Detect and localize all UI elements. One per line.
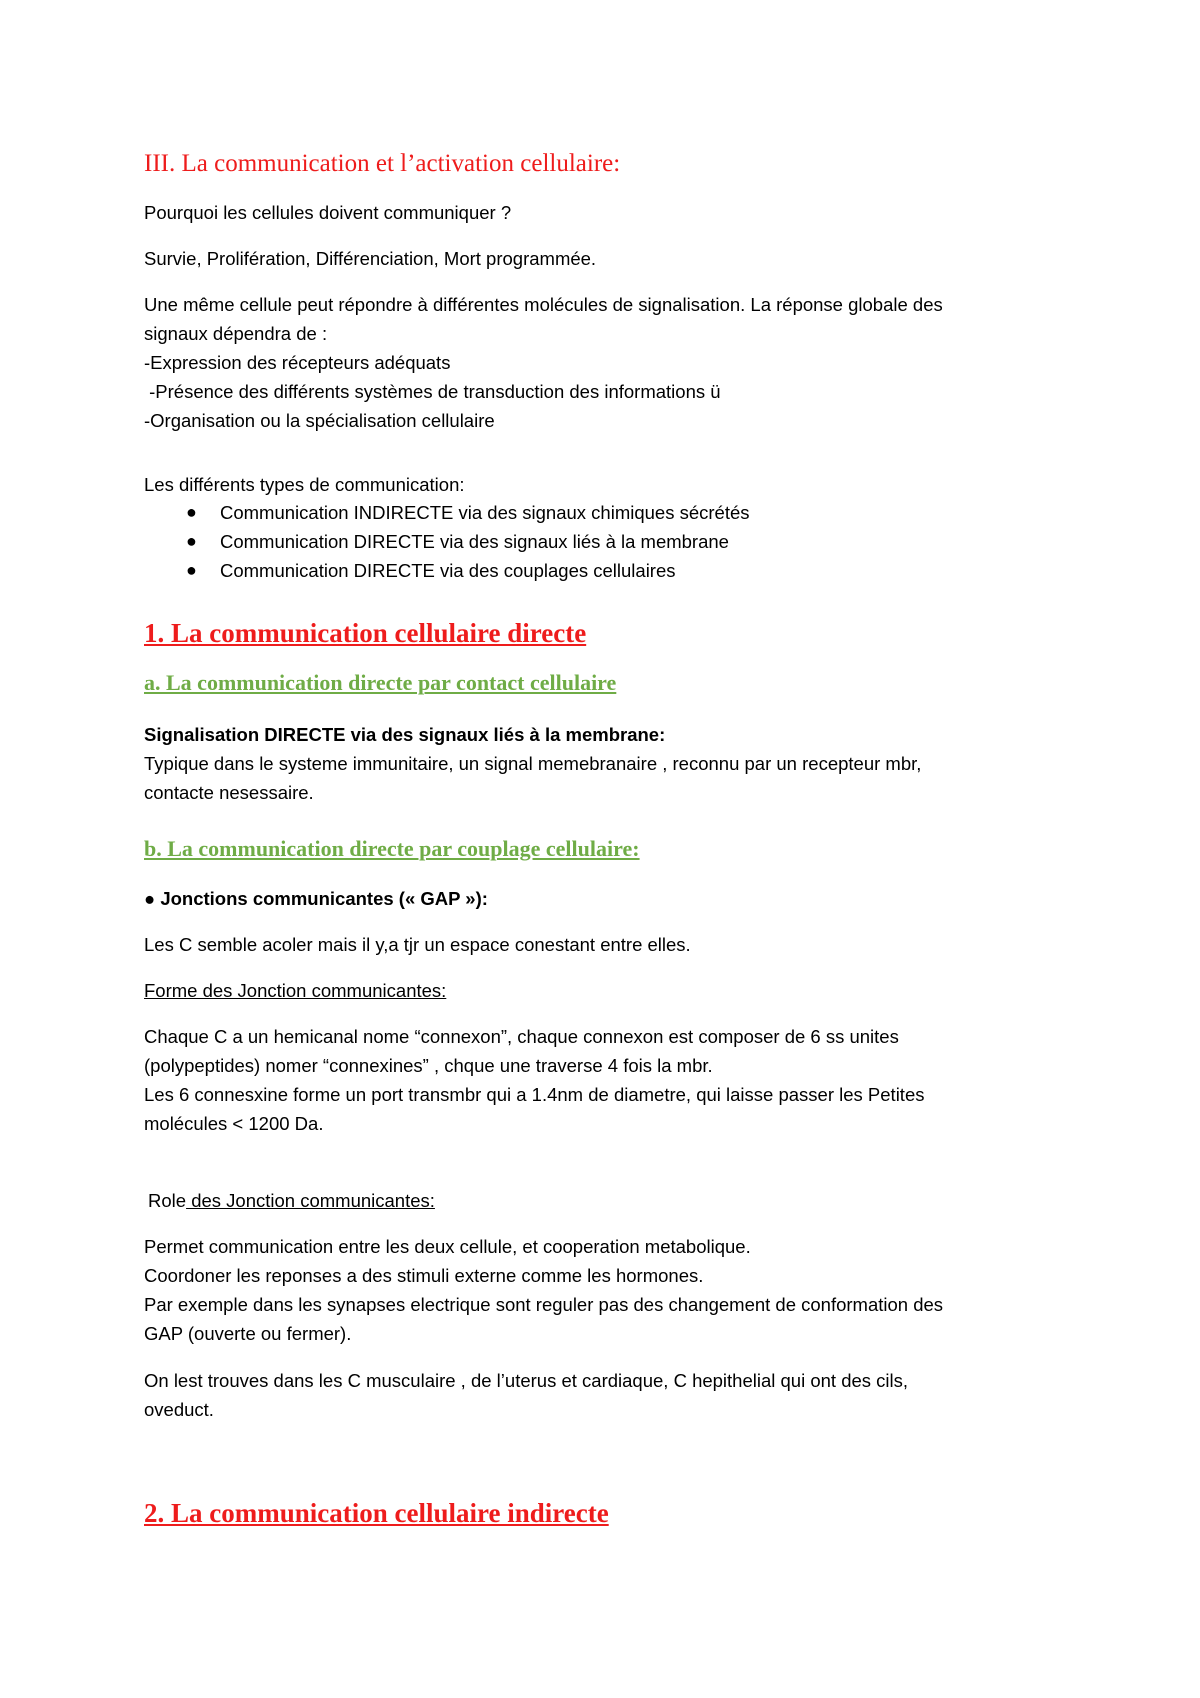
types-list bbox=[144, 498, 1064, 585]
intro-line: signaux dépendra de : bbox=[144, 323, 328, 344]
section1a-body bbox=[144, 720, 1064, 807]
list-item-text: Communication DIRECTE via des couplages cellulaires bbox=[220, 560, 676, 581]
section1-heading: 1. La communication cellulaire directe bbox=[144, 618, 587, 648]
intro-line: Une même cellule peut répondre à différentes molécules de signalisation. La réponse globale des bbox=[144, 294, 943, 315]
forme-line: Les 6 connesxine forme un port transmbr qui a 1.4nm de diametre, qui laisse passer les Petites bbox=[144, 1084, 925, 1105]
section1a-line: contacte nesessaire. bbox=[144, 782, 314, 803]
forme-heading: Forme des Jonction communicantes: bbox=[144, 980, 447, 1001]
types-heading: Les différents types de communication: bbox=[144, 474, 465, 495]
list-item bbox=[144, 527, 1064, 556]
list-item-text: Communication INDIRECTE via des signaux chimiques sécrétés bbox=[220, 502, 750, 523]
role-paragraph bbox=[144, 1232, 1064, 1348]
gap-heading: ● Jonctions communicantes (« GAP »): bbox=[144, 888, 488, 909]
section1a-bold-line: Signalisation DIRECTE via des signaux liés à la membrane: bbox=[144, 724, 666, 745]
section2-heading: 2. La communication cellulaire indirecte bbox=[144, 1498, 609, 1528]
list-item-text: Communication DIRECTE via des signaux liés à la membrane bbox=[220, 531, 729, 552]
question-text: Pourquoi les cellules doivent communiquer ? bbox=[144, 202, 512, 223]
section1b-heading: b. La communication directe par couplage cellulaire: bbox=[144, 836, 640, 861]
gap-description: Les C semble acoler mais il y,a tjr un espace conestant entre elles. bbox=[144, 934, 691, 955]
role-heading bbox=[148, 1186, 1068, 1215]
list-item bbox=[144, 498, 1064, 527]
intro-line: -Expression des récepteurs adéquats bbox=[144, 352, 451, 373]
forme-paragraph bbox=[144, 1022, 1064, 1138]
intro-paragraph bbox=[144, 290, 1064, 435]
role-prefix: Role bbox=[148, 1190, 187, 1211]
location-line: On lest trouves dans les C musculaire , de l’uterus et cardiaque, C hepithelial qui ont des cils, bbox=[144, 1370, 909, 1391]
forme-line: Chaque C a un hemicanal nome “connexon”, chaque connexon est composer de 6 ss unites bbox=[144, 1026, 899, 1047]
forme-line: molécules < 1200 Da. bbox=[144, 1113, 324, 1134]
section1a-heading: a. La communication directe par contact cellulaire bbox=[144, 670, 617, 695]
bullet-icon: ● bbox=[186, 531, 197, 551]
role-line: Coordoner les reponses a des stimuli externe comme les hormones. bbox=[144, 1265, 704, 1286]
location-paragraph bbox=[144, 1366, 1064, 1424]
functions-text: Survie, Prolifération, Différenciation, Mort programmée. bbox=[144, 248, 597, 269]
role-line: GAP (ouverte ou fermer). bbox=[144, 1323, 352, 1344]
location-line: oveduct. bbox=[144, 1399, 214, 1420]
list-item bbox=[144, 556, 1064, 585]
role-heading-text: des Jonction communicantes: bbox=[186, 1190, 435, 1211]
section1a-line: Typique dans le systeme immunitaire, un signal memebranaire , reconnu par un recepteur mbr, bbox=[144, 753, 922, 774]
forme-line: (polypeptides) nomer “connexines” , chque une traverse 4 fois la mbr. bbox=[144, 1055, 713, 1076]
bullet-icon: ● bbox=[186, 502, 197, 522]
intro-line: -Organisation ou la spécialisation cellulaire bbox=[144, 410, 495, 431]
role-line: Permet communication entre les deux cellule, et cooperation metabolique. bbox=[144, 1236, 751, 1257]
intro-line: -Présence des différents systèmes de transduction des informations ü bbox=[144, 381, 721, 402]
chapter-title: III. La communication et l’activation cellulaire: bbox=[144, 150, 621, 177]
role-line: Par exemple dans les synapses electrique sont reguler pas des changement de conformation des bbox=[144, 1294, 944, 1315]
bullet-icon: ● bbox=[186, 560, 197, 580]
